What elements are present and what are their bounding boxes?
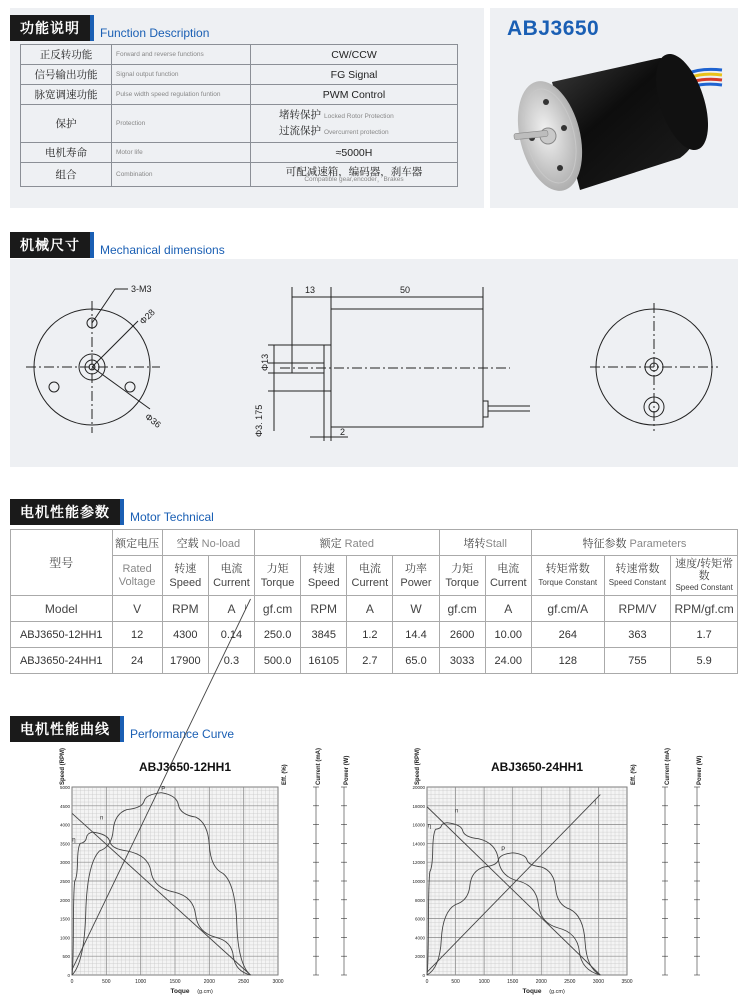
sh-torque-en: Torque (260, 576, 295, 589)
h-stall-en: Stall (485, 537, 507, 550)
x-tick-label: 500 (451, 979, 460, 985)
function-row-name: 信号输出功能 (21, 65, 112, 85)
model-cell: ABJ3650-24HH1 (11, 648, 113, 674)
function-row-name-en: Forward and reverse functions (112, 45, 251, 65)
motor-data-row (11, 648, 738, 674)
y-tick-label: 0 (422, 973, 425, 978)
x-tick-label: 3500 (621, 979, 633, 985)
current-axis-label: Current (mA) (665, 748, 671, 785)
series-label: η (427, 823, 431, 830)
value-cell: 17900 (162, 648, 208, 674)
value-cell: gf.cm (255, 596, 301, 622)
function-row (21, 65, 458, 85)
h-stall (439, 530, 531, 556)
dim-dia13: Φ13 (260, 353, 270, 371)
motor-section-header (10, 499, 214, 525)
x-axis-unit: (g.cm) (549, 989, 565, 995)
protection-2: 过流保护 (279, 124, 321, 137)
h-stall-cn: 堵转 (463, 537, 486, 550)
series-label: I (594, 800, 596, 807)
y-tick-label: 4000 (59, 822, 70, 828)
sh-tc-en: Torque Constant (538, 577, 598, 587)
value-cell: 250.0 (255, 622, 301, 648)
y-tick-label: 20000 (412, 785, 425, 790)
x-tick-label: 1500 (507, 979, 519, 985)
sh-st-en: Speed Constant (675, 582, 733, 592)
sh-tc-cn: 转矩常数 (545, 562, 590, 575)
dim-len2: 2 (340, 427, 346, 437)
sh-current-en: Current (213, 576, 250, 589)
sh-torque-constant (531, 556, 604, 596)
value-cell: A (347, 596, 393, 622)
h-rated-cn: 额定 (319, 537, 342, 550)
sh-current-en: Current (351, 576, 389, 589)
x-tick-label: 2500 (564, 979, 576, 985)
value-cell: 2.7 (347, 648, 393, 674)
y-tick-label: 16000 (412, 822, 425, 828)
protection-2-en: Overcurrent protection (324, 128, 389, 136)
h-rated-voltage: 额定电压 (112, 530, 162, 556)
series-label: n (100, 815, 104, 822)
value-cell: 14.4 (393, 622, 439, 648)
h-model: 型号 (11, 530, 113, 596)
combination-value-en: Compatible gear,encoder，Brakes (304, 176, 404, 183)
x-tick-label: 3000 (272, 979, 284, 985)
sh-rated-current (347, 556, 393, 596)
value-cell: 24 (112, 648, 162, 674)
sh-stall-torque (439, 556, 485, 596)
x-tick-label: 1000 (135, 979, 147, 985)
h-param-cn: 特征参数 (582, 537, 627, 550)
mechanical-drawing (10, 259, 738, 467)
value-cell: 3845 (301, 622, 347, 648)
y-axis-label: Speed (RPM) (60, 747, 66, 785)
y-tick-label: 2000 (414, 954, 425, 960)
x-axis-unit: (g.cm) (197, 989, 213, 995)
value-cell: 755 (604, 648, 671, 674)
y-tick-label: 4500 (59, 803, 70, 809)
value-cell: 500.0 (255, 648, 301, 674)
sh-sc-cn: 转速常数 (615, 562, 660, 575)
function-section-header (10, 15, 209, 41)
sh-speed-en: Speed (169, 576, 202, 589)
x-tick-label: 1000 (478, 979, 490, 985)
function-row-name: 电机寿命 (21, 143, 112, 163)
h-noload-cn: 空载 (176, 537, 199, 550)
function-row-value: FG Signal (251, 65, 458, 85)
function-row-name: 组合 (21, 163, 112, 187)
value-cell: 128 (531, 648, 604, 674)
function-row-name: 正反转功能 (21, 45, 112, 65)
chart-title: ABJ3650-24HH1 (490, 760, 584, 774)
value-cell: 16105 (301, 648, 347, 674)
protection-1: 堵转保护 (279, 108, 321, 121)
function-table (20, 44, 458, 187)
sh-torque-en: Torque (445, 576, 479, 589)
function-row-value (251, 105, 458, 143)
sh-rated-power (393, 556, 439, 596)
value-cell: 363 (604, 622, 671, 648)
current-axis-label: Current (mA) (316, 748, 322, 785)
chart-title: ABJ3650-12HH1 (138, 760, 232, 774)
motor-units-row (11, 596, 738, 622)
y-tick-label: 3500 (59, 841, 70, 847)
x-tick-label: 2500 (238, 979, 250, 985)
sh-rated-voltage: Rated Voltage (112, 556, 162, 596)
motor-title-en: Motor Technical (130, 510, 214, 524)
power-axis-label: Power (W) (344, 755, 350, 785)
mechanical-title-cn: 机械尺寸 (10, 232, 94, 258)
x-axis-label: Toque (522, 988, 542, 995)
sh-speed-constant (604, 556, 671, 596)
y-tick-label: 0 (67, 973, 70, 978)
value-cell: W (393, 596, 439, 622)
model-cell: ABJ3650-12HH1 (11, 622, 113, 648)
function-row-name-en: Motor life (112, 143, 251, 163)
curve-title-cn: 电机性能曲线 (10, 716, 124, 742)
y-tick-label: 5000 (59, 785, 70, 790)
x-tick-label: 0 (70, 979, 74, 985)
value-cell: 10.00 (485, 622, 531, 648)
sh-torque-cn: 力矩 (266, 562, 289, 575)
value-cell: 0.14 (208, 622, 254, 648)
function-row-value: ≈5000H (251, 143, 458, 163)
sh-speed-cn: 转速 (174, 562, 197, 575)
curve-section-header (10, 716, 234, 742)
series-label: P (161, 786, 166, 793)
sh-st-cn: 速度/转矩常数 (675, 557, 734, 582)
h-param (531, 530, 737, 556)
value-cell: 24.00 (485, 648, 531, 674)
x-tick-label: 3000 (592, 979, 604, 985)
x-tick-label: 1500 (169, 979, 181, 985)
function-row-value: CW/CCW (251, 45, 458, 65)
y-axis-label: Speed (RPM) (415, 747, 421, 785)
sh-speed-cn: 转速 (312, 562, 335, 575)
y-tick-label: 500 (62, 954, 70, 960)
value-cell: 1.2 (347, 622, 393, 648)
product-model: ABJ3650 (507, 17, 600, 40)
dim-len13: 13 (305, 285, 316, 295)
eff-axis-label: Eff. (%) (282, 764, 288, 785)
function-row-name-en: Signal output function (112, 65, 251, 85)
value-cell: 65.0 (393, 648, 439, 674)
curve-title-en: Performance Curve (130, 727, 235, 741)
sh-current-cn: 电流 (358, 562, 381, 575)
function-row (21, 143, 458, 163)
dim-d36: Φ36 (143, 411, 163, 430)
sh-speed-en: Speed (307, 576, 340, 589)
model-cell: Model (11, 596, 113, 622)
y-tick-label: 3000 (59, 860, 70, 866)
function-row-name-en: Protection (112, 105, 251, 143)
value-cell: A (208, 596, 254, 622)
series-label: P (501, 846, 506, 853)
sh-stall-current (485, 556, 531, 596)
mechanical-section-header (10, 232, 225, 258)
y-tick-label: 12000 (412, 860, 425, 866)
power-axis-label: Power (W) (697, 755, 703, 785)
x-tick-label: 2000 (203, 979, 215, 985)
y-tick-label: 2000 (59, 897, 70, 903)
motor-data-row (11, 622, 738, 648)
value-cell: V (112, 596, 162, 622)
performance-chart-24v (395, 747, 730, 1007)
value-cell: 4300 (162, 622, 208, 648)
y-tick-label: 6000 (414, 916, 425, 922)
x-tick-label: 500 (102, 979, 111, 985)
value-cell: 264 (531, 622, 604, 648)
value-cell: 1.7 (671, 622, 738, 648)
h-noload (162, 530, 254, 556)
y-tick-label: 18000 (412, 803, 425, 809)
value-cell: A (485, 596, 531, 622)
function-row (21, 85, 458, 105)
function-row-name: 保护 (21, 105, 112, 143)
series-label: I (244, 605, 247, 611)
sh-noload-speed (162, 556, 208, 596)
dim-len50: 50 (400, 285, 411, 295)
value-cell: RPM (162, 596, 208, 622)
eff-axis-label: Eff. (%) (631, 764, 637, 785)
motor-subheader-row (11, 556, 738, 596)
value-cell: 2600 (439, 622, 485, 648)
motor-table (10, 529, 738, 674)
function-row-value: PWM Control (251, 85, 458, 105)
sh-noload-current (208, 556, 254, 596)
y-tick-label: 4000 (414, 935, 425, 941)
value-cell: gf.cm/A (531, 596, 604, 622)
sh-current-cn: 电流 (220, 562, 243, 575)
function-row-name: 脉宽调速功能 (21, 85, 112, 105)
y-tick-label: 14000 (412, 841, 425, 847)
x-tick-label: 0 (425, 979, 429, 985)
protection-1-en: Locked Rotor Protection (324, 112, 394, 120)
function-row-name-en: Pulse width speed regulation funtion (112, 85, 251, 105)
combination-value: 可配减速箱，编码器，刹车器 (285, 166, 423, 178)
value-cell: RPM (301, 596, 347, 622)
function-row (21, 163, 458, 187)
mechanical-title-en: Mechanical dimensions (100, 243, 225, 257)
motor-photo (490, 40, 738, 208)
x-tick-label: 2000 (535, 979, 547, 985)
dim-dia3175: Φ3. 175 (254, 404, 264, 437)
motor-header-row (11, 530, 738, 556)
value-cell: 0.3 (208, 648, 254, 674)
motor-title-cn: 电机性能参数 (10, 499, 124, 525)
series-label: n (455, 808, 459, 815)
function-row-name-en: Combination (112, 163, 251, 187)
y-tick-label: 8000 (414, 897, 425, 903)
series-label: η (72, 837, 76, 844)
sh-speed-torque (671, 556, 738, 596)
value-cell: RPM/V (604, 596, 671, 622)
y-tick-label: 1000 (59, 935, 70, 941)
value-cell: 3033 (439, 648, 485, 674)
function-title-cn: 功能说明 (10, 15, 94, 41)
x-axis-label: Toque (170, 988, 190, 995)
value-cell: RPM/gf.cm (671, 596, 738, 622)
sh-power-en: Power (400, 576, 432, 589)
function-row (21, 105, 458, 143)
function-title-en: Function Description (100, 26, 210, 40)
h-rated (255, 530, 440, 556)
y-tick-label: 10000 (412, 879, 425, 884)
sh-power-cn: 功率 (405, 562, 427, 575)
value-cell: 5.9 (671, 648, 738, 674)
sh-torque-cn: 力矩 (451, 562, 474, 575)
value-cell: 12 (112, 622, 162, 648)
function-row-value (251, 163, 458, 187)
sh-rated-torque (255, 556, 301, 596)
function-row (21, 45, 458, 65)
y-tick-label: 1500 (59, 916, 70, 922)
sh-current-en: Current (489, 576, 527, 589)
sh-rated-speed (301, 556, 347, 596)
dim-d28: Φ28 (137, 307, 157, 327)
sh-sc-en: Speed Constant (608, 577, 667, 587)
h-noload-en: No-load (201, 537, 241, 550)
sh-current-cn: 电流 (497, 562, 520, 575)
h-param-en: Parameters (629, 537, 687, 550)
h-rated-en: Rated (344, 537, 374, 550)
dim-holes: 3-M3 (131, 284, 152, 294)
y-tick-label: 2500 (59, 879, 70, 884)
value-cell: gf.cm (439, 596, 485, 622)
